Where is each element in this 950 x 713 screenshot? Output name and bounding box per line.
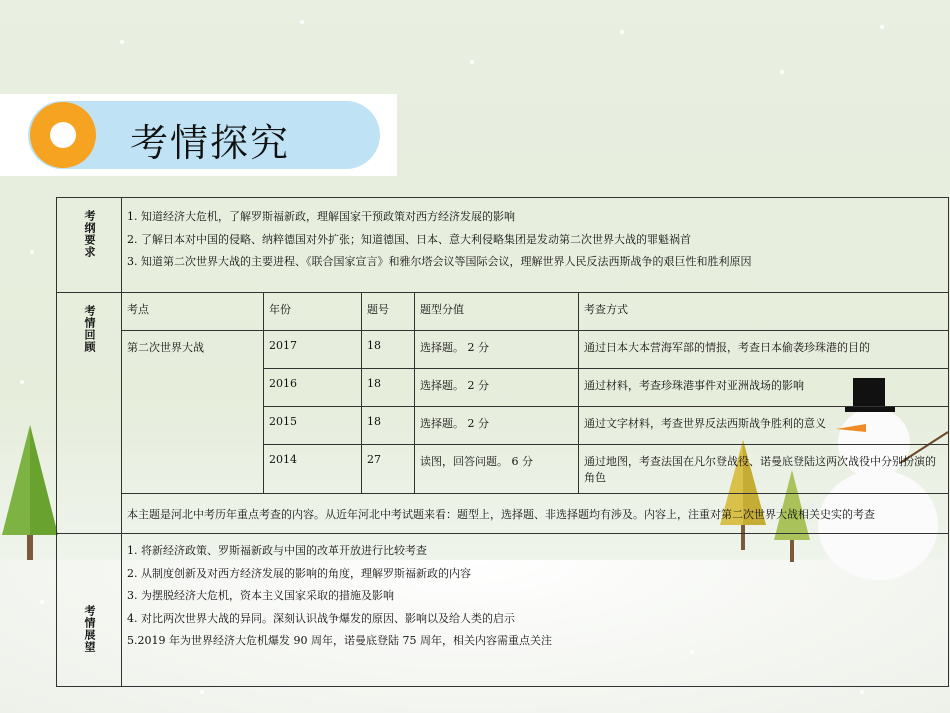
review-number: 18	[362, 369, 415, 407]
review-type: 选择题。 2 分	[415, 369, 579, 407]
header-method: 考查方式	[579, 293, 949, 331]
review-year: 2017	[264, 331, 362, 369]
outlook-item: 2. 从制度创新及对西方经济发展的影响的角度，理解罗斯福新政的内容	[127, 566, 471, 580]
review-method: 通过地图，考查法国在凡尔登战役、诺曼底登陆这两次战役中分别扮演的角色	[579, 445, 949, 494]
outlook-item: 5.2019 年为世界经济大危机爆发 90 周年，诺曼底登陆 75 周年，相关内容需重点关注	[127, 634, 552, 647]
syllabus-label: 考纲要求	[83, 210, 96, 258]
review-topic: 第二次世界大战	[122, 331, 264, 494]
header-type: 题型分值	[415, 293, 579, 331]
syllabus-content	[122, 198, 949, 293]
header-year: 年份	[264, 293, 362, 331]
review-summary-row	[57, 494, 949, 534]
review-method: 通过日本大本营海军部的情报，考查日本偷袭珍珠港的目的	[579, 331, 949, 369]
review-type: 选择题。 2 分	[415, 331, 579, 369]
review-type: 读图，回答问题。 6 分	[415, 445, 579, 494]
review-label-cell	[57, 293, 122, 534]
syllabus-label-cell	[57, 198, 122, 293]
review-number: 18	[362, 407, 415, 445]
outlook-item: 4. 对比两次世界大战的异同。深刻认识战争爆发的原因、影响以及给人类的启示	[127, 611, 515, 625]
exam-analysis-table	[56, 197, 949, 687]
review-method: 通过文字材料，考查世界反法西斯战争胜利的意义	[579, 407, 949, 445]
syllabus-row	[57, 198, 949, 293]
review-year: 2016	[264, 369, 362, 407]
header-topic: 考点	[122, 293, 264, 331]
review-number: 27	[362, 445, 415, 494]
review-year: 2014	[264, 445, 362, 494]
review-summary: 本主题是河北中考历年重点考查的内容。从近年河北中考试题来看：题型上，选择题、非选择题均有涉及。内容上，注重对第二次世界大战相关史实的考查	[122, 494, 949, 534]
syllabus-item: 1. 知道经济大危机，了解罗斯福新政，理解国家干预政策对西方经济发展的影响	[127, 210, 515, 223]
tree-left-icon	[0, 425, 60, 560]
header-number: 题号	[362, 293, 415, 331]
syllabus-item: 3. 知道第二次世界大战的主要进程、《联合国家宣言》和雅尔塔会议等国际会议，理解世界人民反法西斯战争的艰巨性和胜利原因	[127, 255, 752, 268]
review-method: 通过材料，考查珍珠港事件对亚洲战场的影响	[579, 369, 949, 407]
review-type: 选择题。 2 分	[415, 407, 579, 445]
review-number: 18	[362, 331, 415, 369]
outlook-label: 考情展望	[83, 604, 96, 653]
review-label: 考情回顾	[83, 305, 96, 353]
banner-circle-center	[50, 122, 76, 148]
outlook-item: 3. 为摆脱经济大危机，资本主义国家采取的措施及影响	[127, 589, 394, 602]
review-header-row	[57, 293, 949, 331]
outlook-content	[122, 534, 949, 687]
review-row	[57, 331, 949, 369]
page-title: 考情探究	[130, 121, 291, 165]
outlook-row	[57, 534, 949, 687]
outlook-item: 1. 将新经济政策、罗斯福新政与中国的改革开放进行比较考查	[127, 544, 427, 557]
review-year: 2015	[264, 407, 362, 445]
syllabus-item: 2. 了解日本对中国的侵略、纳粹德国对外扩张；知道德国、日本、意大利侵略集团是发动第二次世界大战的罪魁祸首	[127, 232, 691, 246]
outlook-label-cell	[57, 534, 122, 687]
